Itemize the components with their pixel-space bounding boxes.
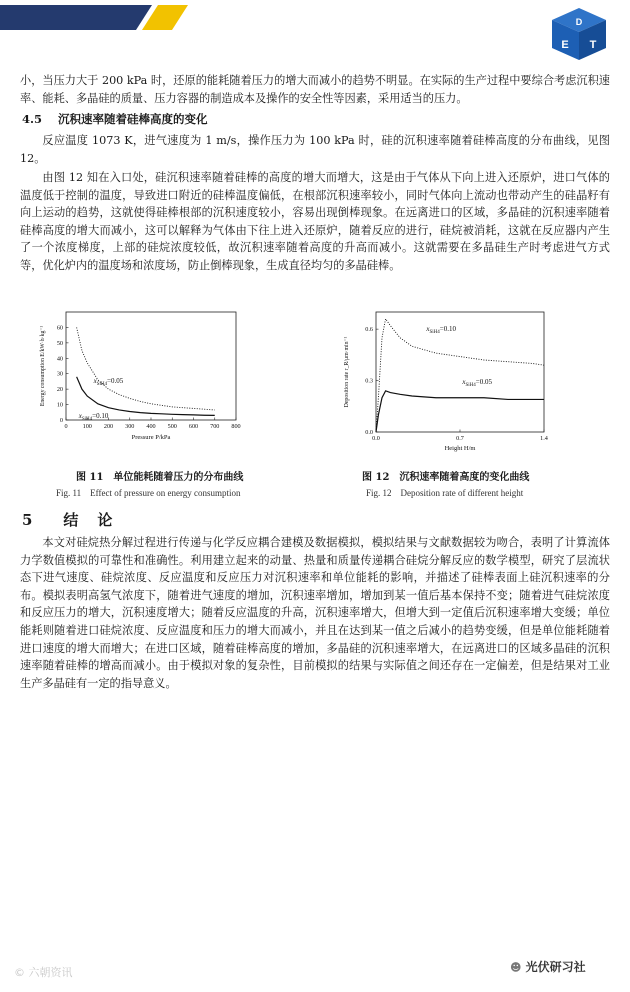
y-tick-label: 0.6: [365, 326, 373, 334]
figure-11-caption-cn: 图 11 单位能耗随着压力的分布曲线: [76, 472, 244, 483]
plot-frame: [376, 312, 544, 432]
section-4-5-heading: [22, 111, 208, 127]
intro-paragraph: 小，当压力大于 200 kPa 时，还原的能耗随着压力的增大而减小的趋势不明显。在实际的生产过程中要综合考虑沉积速率、能耗、多晶硅的质量、压力容器的制造成本及操作的安全性等因素，采用适当的压力。: [20, 74, 610, 105]
x-axis-label: Height H/m: [444, 445, 476, 452]
x-tick-label: 600: [188, 423, 199, 430]
x-tick-label: 400: [146, 423, 156, 430]
publisher-logo-icon: [548, 6, 610, 62]
y-axis-label: Deposition rate r_R/μm·min⁻¹: [344, 336, 350, 408]
x-tick-label: 0.0: [372, 435, 380, 442]
series-label: $x_{SiH4}=0.10$: [426, 324, 456, 335]
y-tick-label: 0: [59, 417, 63, 424]
series-line: [376, 391, 544, 432]
x-tick-label: 100: [82, 423, 92, 430]
series-label: $x_{SiH4}=0.05$: [93, 376, 124, 387]
series-label: $x_{SiH4}=0.10$: [78, 412, 109, 423]
x-tick-label: 0: [64, 423, 68, 430]
x-tick-label: 800: [231, 423, 241, 430]
header-navy-band: [0, 5, 152, 30]
paragraph-4-5-b: 由图 12 知在入口处，硅沉积速率随着硅棒的高度的增大而增大，这是由于气体从下向上进入还原炉，进口气体的温度低于控制的温度，导致进口附近的硅棒温度偏低，在根部沉积速率较小，同时气体向上流动也带动产生的硅晶籽有向上运动的趋势，这就使得硅棒根部的沉积速度较小，容易出现倒棒现象。在远离进口的区域，多晶硅的沉积速率随着硅棒高度的增大而减小，这可以解释为气体由下往上进入还原炉，随着反应的进行，硅烷被消耗，这就在反应器内产生了一个浓度梯度，上部的硅烷浓度较低，故沉积速率随着高度的升高而减小。这就需要在多晶硅生产时考虑进气方式等，优化炉内的温度场和浓度场，防止倒棒现象，生成直径均匀的多晶硅棒。: [20, 171, 610, 272]
x-tick-label: 700: [210, 423, 220, 430]
paragraph-4-5-a: 反应温度 1073 K，进气速度为 1 m/s，操作压力为 100 kPa 时，硅的沉积速率随着硅棒高度的分布曲线，见图 12。: [20, 134, 610, 165]
x-tick-label: 1.4: [540, 435, 548, 442]
svg-text:T: T: [589, 39, 597, 51]
series-label: $x_{SiH4}=0.05$: [462, 378, 492, 388]
series-line: [376, 319, 544, 432]
section-title: 沉积速率随着硅棒高度的变化: [58, 112, 208, 126]
watermark-left: © 六朝资讯: [14, 966, 73, 979]
header-stripe: [0, 0, 630, 40]
figure-11-caption-en: Fig. 11 Effect of pressure on energy consumption: [56, 488, 241, 498]
plot-frame: [66, 312, 236, 423]
figure-12: [338, 306, 560, 458]
watermark-right-text: 光伏研习社: [525, 960, 586, 974]
series-line: [77, 327, 215, 410]
y-tick-label: 50: [56, 339, 63, 347]
watermark-right: [510, 958, 586, 975]
x-tick-label: 0.7: [456, 435, 464, 442]
section-5-number: 5: [22, 511, 35, 529]
y-tick-label: 40: [56, 355, 63, 363]
figure-12-caption-cn: 图 12 沉积速率随着高度的变化曲线: [362, 472, 530, 483]
x-axis-label: Pressure P/kPa: [131, 434, 171, 441]
x-tick-label: 500: [167, 423, 177, 430]
y-tick-label: 30: [56, 370, 63, 378]
section-5-title: 结 论: [63, 511, 115, 529]
y-tick-label: 0.3: [365, 377, 373, 385]
section-number: 4.5: [22, 112, 43, 126]
figure-11-chart: [36, 306, 266, 454]
y-tick-label: 0.0: [365, 429, 373, 436]
wechat-icon: ☻: [510, 961, 522, 974]
y-tick-label: 10: [56, 401, 63, 409]
conclusion-paragraph: 本文对硅烷热分解过程进行传递与化学反应耦合建模及数据模拟，模拟结果与文献数据较为吻合，表明了计算流体力学数值模拟的可靠性和准确性。利用建立起来的动量、热量和质量传递耦合硅烷分解反应的数学模型，研究了层流状态下进气速度、硅烷浓度、反应温度和反应压力对沉积速率和单位能耗的影响，并描述了硅棒表面上硅沉积速率的分布。模拟表明高氢气浓度下，随着进气速度的增加，沉积速率增加，增加到某一值后基本保持不变；随着进气硅烷浓度和反应压力的增大，沉积速度增大；随着反应温度的升高，沉积速率增大，但增大到一定值后沉积速率增大变缓；单位能耗则随着进口硅烷浓度、反应温度和压力的增大而减小，并且在达到某一值之后减小的趋势变缓，但是单位能耗随着进口速度的增大而增大；在进口区域，随着硅棒高度的增加，多晶硅的沉积速率增大，在远离进口的区域多晶硅的沉积速率随着硅棒的增高而减小。由于模拟对象的复杂性，目前模拟的结果与实际值之间还存在一定偏差，但是结果对工业生产多晶硅有一定的指导意义。: [20, 536, 610, 690]
figure-12-caption-en: Fig. 12 Deposition rate of different height: [366, 488, 524, 498]
section-5-heading: [22, 509, 114, 530]
figure-12-chart: [338, 306, 560, 454]
svg-text:E: E: [561, 39, 569, 51]
y-tick-label: 60: [56, 324, 63, 332]
svg-text:D: D: [575, 17, 583, 27]
y-axis-label: Energy consumption E/kW·h·kg⁻¹: [40, 325, 46, 407]
x-tick-label: 200: [103, 423, 114, 430]
x-tick-label: 300: [125, 423, 135, 430]
y-tick-label: 20: [56, 386, 63, 394]
figure-11: [36, 306, 266, 458]
